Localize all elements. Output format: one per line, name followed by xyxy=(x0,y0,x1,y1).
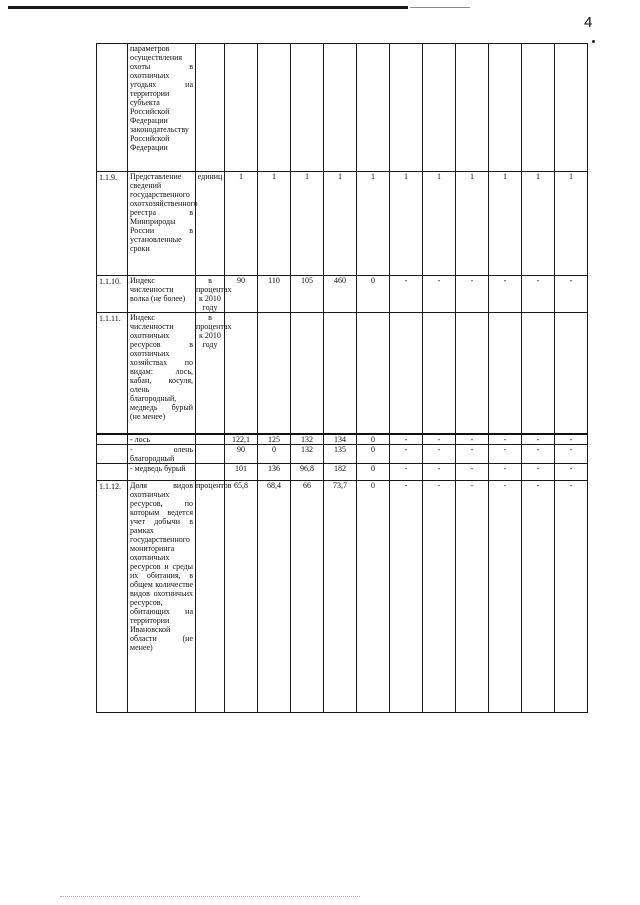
value-cell: 68,4 xyxy=(258,480,291,712)
value-cell xyxy=(522,44,555,172)
value-cell xyxy=(291,44,324,172)
value-cell: - xyxy=(522,434,555,445)
value-cell xyxy=(390,44,423,172)
row-code: 1.1.10. xyxy=(97,276,128,313)
row-olen xyxy=(97,444,588,463)
value-cell: 1 xyxy=(225,172,258,276)
value-cell: - xyxy=(390,480,423,712)
value-cell: 1 xyxy=(555,172,588,276)
row-los xyxy=(97,434,588,445)
value-cell: 1 xyxy=(390,172,423,276)
page-number: 4 xyxy=(584,14,593,31)
value-cell xyxy=(522,313,555,434)
row-unit xyxy=(196,463,225,480)
value-cell: - xyxy=(489,444,522,463)
bottom-scan-noise xyxy=(60,896,360,898)
value-cell: - xyxy=(522,463,555,480)
row-1-1-12 xyxy=(97,480,588,712)
value-cell: 73,7 xyxy=(324,480,357,712)
value-cell: 132 xyxy=(291,444,324,463)
value-cell xyxy=(324,44,357,172)
row-unit xyxy=(196,44,225,172)
value-cell: - xyxy=(555,276,588,313)
value-cell: 1 xyxy=(357,172,390,276)
value-cell: 1 xyxy=(522,172,555,276)
value-cell: 96,8 xyxy=(291,463,324,480)
value-cell: - xyxy=(423,434,456,445)
value-cell: 1 xyxy=(489,172,522,276)
value-cell: - xyxy=(555,480,588,712)
value-cell: 182 xyxy=(324,463,357,480)
value-cell: 132 xyxy=(291,434,324,445)
value-cell: 460 xyxy=(324,276,357,313)
value-cell xyxy=(555,313,588,434)
value-cell: - xyxy=(390,444,423,463)
value-cell xyxy=(390,313,423,434)
value-cell xyxy=(456,44,489,172)
row-unit: процентов xyxy=(196,480,225,712)
value-cell: 1 xyxy=(258,172,291,276)
row-code xyxy=(97,44,128,172)
value-cell: - xyxy=(456,444,489,463)
row-medved xyxy=(97,463,588,480)
row-indicator-name: Представление сведений государственного охотхозяйственного реестра в Минприроды России в установленные сроки xyxy=(128,172,196,276)
value-cell: 136 xyxy=(258,463,291,480)
value-cell: 0 xyxy=(357,463,390,480)
value-cell: - xyxy=(489,463,522,480)
value-cell xyxy=(489,313,522,434)
value-cell: - xyxy=(423,276,456,313)
value-cell: - xyxy=(489,276,522,313)
row-indicator-name: параметров осуществления охоты в охотничьих угодьях на территории субъекта Российской Федерации законодательству Российской Федерации xyxy=(128,44,196,172)
value-cell: - xyxy=(489,480,522,712)
value-cell: 125 xyxy=(258,434,291,445)
value-cell: 1 xyxy=(423,172,456,276)
row-code: 1.1.12. xyxy=(97,480,128,712)
value-cell: - xyxy=(390,463,423,480)
value-cell: 66 xyxy=(291,480,324,712)
row-code xyxy=(97,444,128,463)
value-cell xyxy=(489,44,522,172)
value-cell: 65,8 xyxy=(225,480,258,712)
value-cell: - xyxy=(423,463,456,480)
value-cell: 101 xyxy=(225,463,258,480)
value-cell xyxy=(423,313,456,434)
value-cell: - xyxy=(456,480,489,712)
value-cell: 110 xyxy=(258,276,291,313)
value-cell xyxy=(258,44,291,172)
row-unit xyxy=(196,444,225,463)
indicators-table xyxy=(96,43,588,713)
row-indicator-name: Индекс численности волка (не более) xyxy=(128,276,196,313)
value-cell: 0 xyxy=(357,434,390,445)
value-cell: 1 xyxy=(291,172,324,276)
value-cell: 90 xyxy=(225,444,258,463)
value-cell: 0 xyxy=(357,444,390,463)
value-cell: 0 xyxy=(258,444,291,463)
row-1-1-10 xyxy=(97,276,588,313)
value-cell: - xyxy=(555,463,588,480)
value-cell: - xyxy=(423,444,456,463)
value-cell: - xyxy=(456,463,489,480)
value-cell: - xyxy=(489,434,522,445)
value-cell: - xyxy=(555,434,588,445)
value-cell xyxy=(291,313,324,434)
row-code: 1.1.9. xyxy=(97,172,128,276)
value-cell: 90 xyxy=(225,276,258,313)
value-cell: - xyxy=(423,480,456,712)
value-cell: 105 xyxy=(291,276,324,313)
row-indicator-name: Доля видов охотничьих ресурсов, по которым ведется учет добычи в рамках государственного мониторинга охотничьих ресурсов и среды их обитания, в общем количестве видов охотничьих ресурсов, обитающих на территории Ивановской области (не менее) xyxy=(128,480,196,712)
value-cell: 0 xyxy=(357,276,390,313)
value-cell xyxy=(258,313,291,434)
value-cell xyxy=(423,44,456,172)
row-unit xyxy=(196,434,225,445)
value-cell xyxy=(357,313,390,434)
row-code xyxy=(97,463,128,480)
row-indicator-name: - медведь бурый xyxy=(128,463,196,480)
value-cell: - xyxy=(522,276,555,313)
value-cell: 135 xyxy=(324,444,357,463)
value-cell xyxy=(225,44,258,172)
row-continuation xyxy=(97,44,588,172)
scan-speck xyxy=(592,40,595,43)
top-scan-line xyxy=(8,6,408,9)
value-cell xyxy=(324,313,357,434)
value-cell: 134 xyxy=(324,434,357,445)
value-cell: - xyxy=(522,480,555,712)
row-indicator-name: - олень благородный xyxy=(128,444,196,463)
row-unit: единиц xyxy=(196,172,225,276)
row-indicator-name: Индекс численности охотничьих ресурсов в охотничьих хозяйствах по видам: лось, кабан, косуля, олень благородный, медведь бурый (не менее) xyxy=(128,313,196,434)
value-cell xyxy=(357,44,390,172)
top-scan-line-faint xyxy=(410,7,470,8)
value-cell xyxy=(555,44,588,172)
value-cell: - xyxy=(522,444,555,463)
value-cell: - xyxy=(456,276,489,313)
row-1-1-11 xyxy=(97,313,588,434)
value-cell: 1 xyxy=(456,172,489,276)
value-cell: - xyxy=(390,434,423,445)
row-1-1-9 xyxy=(97,172,588,276)
value-cell: - xyxy=(390,276,423,313)
row-code: 1.1.11. xyxy=(97,313,128,434)
row-indicator-name: - лось xyxy=(128,434,196,445)
value-cell: 0 xyxy=(357,480,390,712)
row-unit: в процентах к 2010 году xyxy=(196,313,225,434)
value-cell: - xyxy=(555,444,588,463)
value-cell: - xyxy=(456,434,489,445)
value-cell: 122,1 xyxy=(225,434,258,445)
row-code xyxy=(97,434,128,445)
value-cell: 1 xyxy=(324,172,357,276)
value-cell xyxy=(456,313,489,434)
row-unit: в процентах к 2010 году xyxy=(196,276,232,312)
